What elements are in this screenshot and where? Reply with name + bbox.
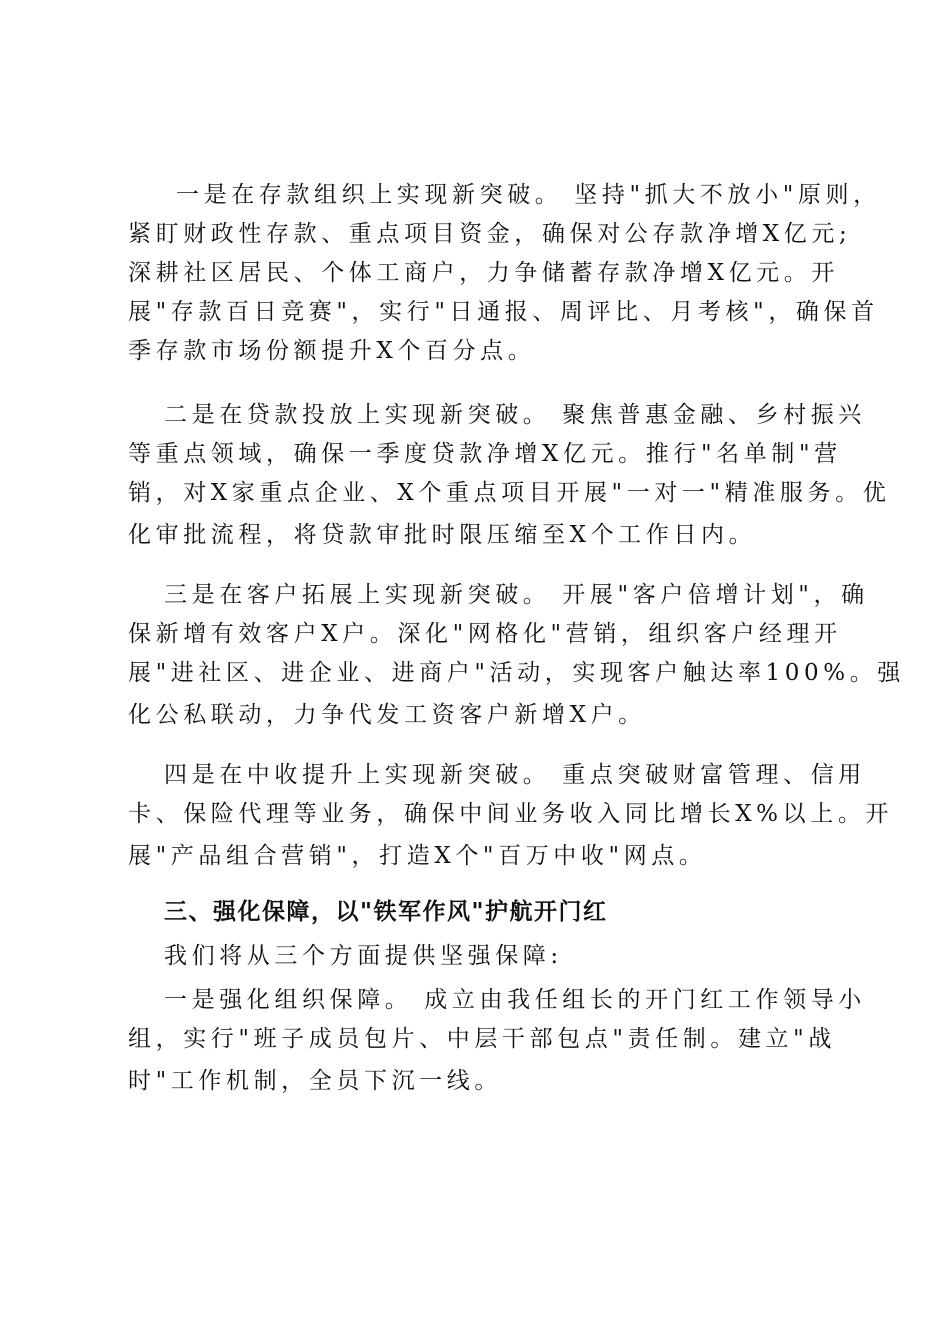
paragraph-line: 展"产品组合营销"，打造X个"百万中收"网点。 [128, 843, 707, 869]
paragraph-line: 时"工作机制，全员下沉一线。 [128, 1068, 502, 1094]
paragraph-line: 化审批流程，将贷款审批时限压缩至X个工作日内。 [128, 522, 757, 548]
section-heading: 三、强化保障，以"铁军作风"护航开门红 [164, 899, 608, 925]
paragraph-line: 一是在存款组织上实现新突破。 坚持"抓大不放小"原则， [176, 182, 881, 208]
paragraph-line: 展"进社区、进企业、进商户"活动，实现客户触达率100%。强 [128, 660, 905, 686]
paragraph-line: 化公私联动，力争代发工资客户新增X户。 [128, 702, 646, 728]
paragraph-line: 二是在贷款投放上实现新突破。 聚焦普惠金融、乡村振兴 [164, 402, 866, 428]
paragraph-line: 深耕社区居民、个体工商户，力争储蓄存款净增X亿元。开 [128, 260, 839, 286]
paragraph-line: 我们将从三个方面提供坚强保障: [164, 943, 563, 969]
paragraph-line: 三是在客户拓展上实现新突破。 开展"客户倍增计划"，确 [164, 582, 869, 608]
paragraph-line: 展"存款百日竞赛"，实行"日通报、周评比、月考核"，确保首 [128, 299, 879, 325]
paragraph-line: 组，实行"班子成员包片、中层干部包点"责任制。建立"战 [128, 1026, 836, 1052]
paragraph-line: 紧盯财政性存款、重点项目资金，确保对公存款净增X亿元; [128, 221, 852, 247]
paragraph-line: 等重点领域，确保一季度贷款净增X亿元。推行"名单制"营 [128, 441, 842, 467]
paragraph-line: 卡、保险代理等业务，确保中间业务收入同比增长X%以上。开 [128, 801, 894, 827]
paragraph-line: 一是强化组织保障。 成立由我任组长的开门红工作领导小 [164, 987, 866, 1013]
paragraph-line: 保新增有效客户X户。深化"网格化"营销，组织客户经理开 [128, 621, 842, 647]
paragraph-line: 季存款市场份额提升X个百分点。 [128, 338, 536, 364]
paragraph-line: 四是在中收提升上实现新突破。 重点突破财富管理、信用 [164, 762, 866, 788]
paragraph-line: 销，对X家重点企业、X个重点项目开展"一对一"精准服务。优 [128, 480, 891, 506]
